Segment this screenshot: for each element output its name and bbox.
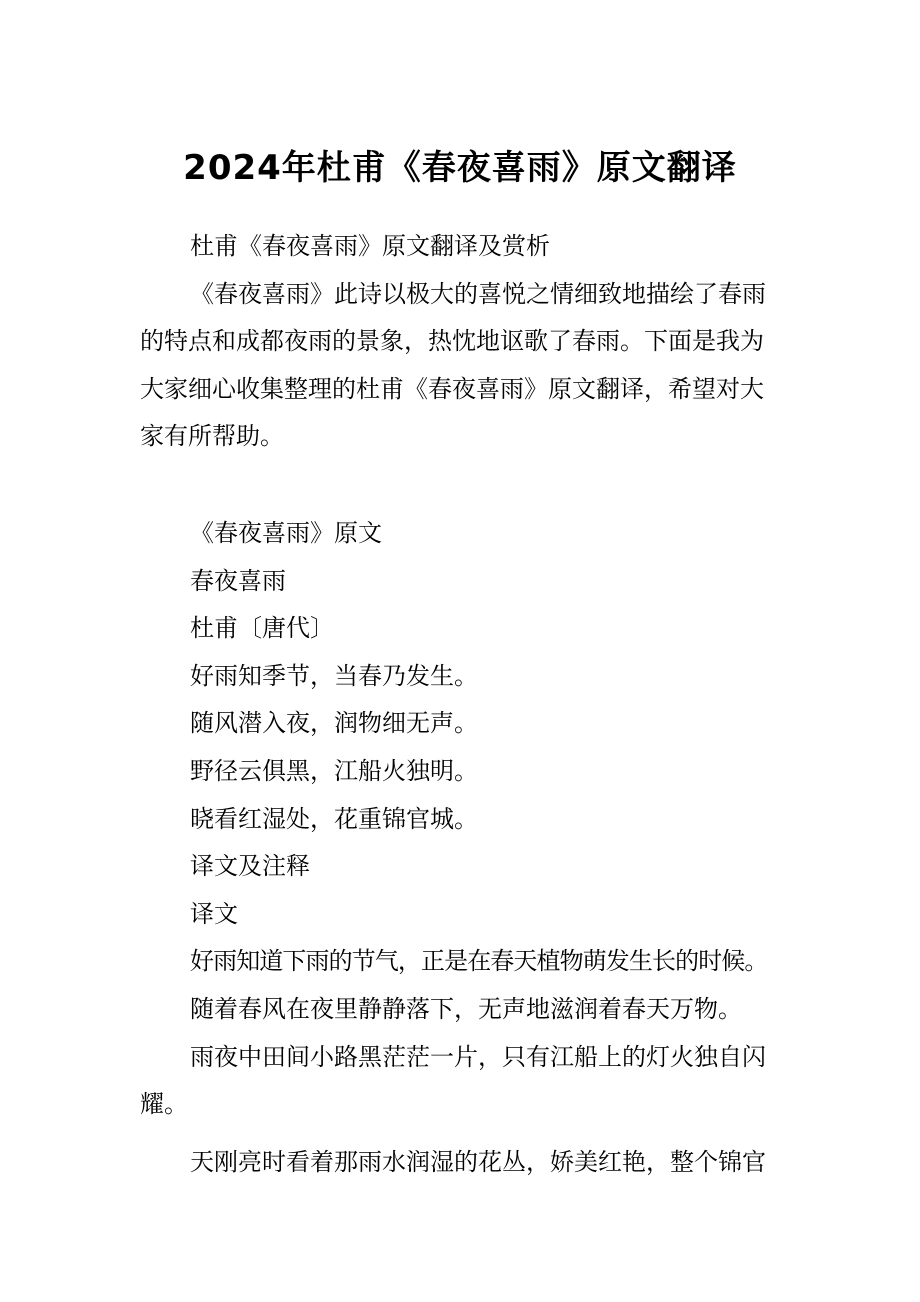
translation-line: 好雨知道下雨的节气，正是在春天植物萌发生长的时候。	[190, 947, 768, 976]
translation-line: 天刚亮时看着那雨水润湿的花丛，娇美红艳，整个锦官	[190, 1147, 766, 1176]
subtitle: 杜甫《春夜喜雨》原文翻译及赏析	[190, 232, 550, 260]
document-body	[140, 223, 784, 1186]
poem-line: 野径云俱黑，江船火独明。	[190, 756, 478, 785]
poem-line: 随风潜入夜，润物细无声。	[190, 709, 478, 738]
intro-line: 《春夜喜雨》此诗以极大的喜悦之情细致地描绘了春雨	[190, 279, 766, 308]
translation-line: 耀。	[140, 1090, 188, 1119]
poem-author: 杜甫〔唐代〕	[190, 614, 334, 643]
translation-line: 随着春风在夜里静静落下，无声地滋润着春天万物。	[190, 994, 742, 1023]
translation-heading: 译文	[190, 899, 238, 928]
intro-line: 的特点和成都夜雨的景象，热忱地讴歌了春雨。下面是我为	[140, 327, 764, 356]
notes-heading: 译文及注释	[190, 852, 310, 881]
poem-title: 春夜喜雨	[190, 566, 286, 595]
intro-line: 家有所帮助。	[140, 422, 284, 451]
translation-line: 雨夜中田间小路黑茫茫一片，只有江船上的灯火独自闪	[190, 1042, 766, 1071]
poem-line: 晓看红湿处，花重锦官城。	[190, 804, 478, 833]
poem-line: 好雨知季节，当春乃发生。	[190, 661, 478, 690]
original-heading: 《春夜喜雨》原文	[190, 518, 382, 547]
intro-line: 大家细心收集整理的杜甫《春夜喜雨》原文翻译，希望对大	[140, 374, 764, 403]
paragraph-spacer	[140, 461, 784, 510]
document-title: 2024年杜甫《春夜喜雨》原文翻译	[183, 148, 737, 188]
